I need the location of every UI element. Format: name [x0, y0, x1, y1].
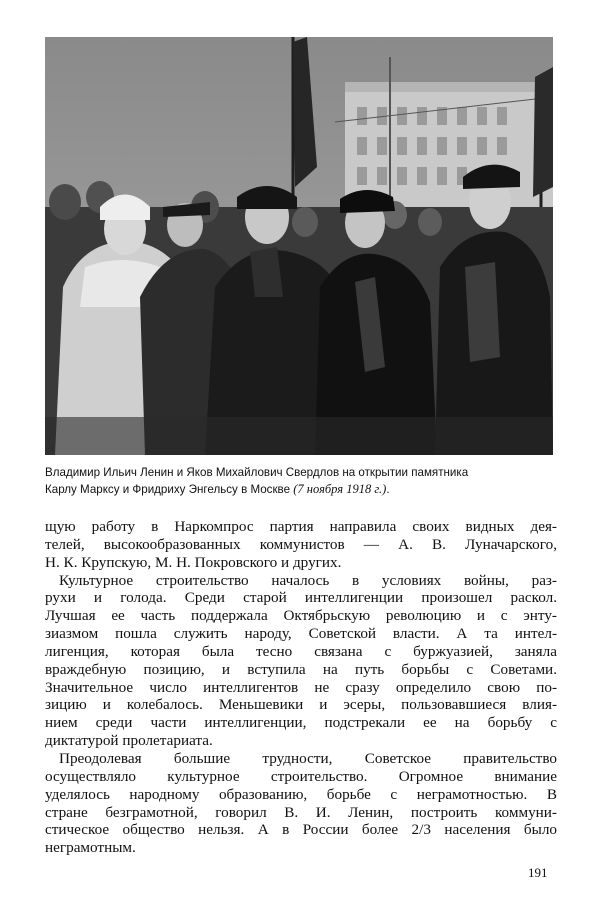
historical-photo	[45, 37, 553, 455]
photo-foreground	[45, 417, 553, 455]
body-line: зицию и колебалось. Меньшевики и эсеры, пользовавшиеся влия-	[45, 696, 557, 714]
body-line: Значительное число интеллигентов не сразу определило свою по-	[45, 678, 557, 696]
caption-date: (7 ноября 1918 г.)	[293, 482, 387, 496]
caption-line-2-text: Карлу Марксу и Фридриху Энгельсу в Москве	[45, 483, 294, 496]
body-line: зиазмом пошла служить народу, Советской власти. А та интел-	[45, 625, 557, 643]
body-line: лигенция, которая была тесно связана с буржуазией, заняла	[45, 642, 557, 660]
body-line: нием среди части интеллигенции, подстрекали ее на борьбу с	[45, 714, 557, 732]
body-line: Н. К. Крупскую, М. Н. Покровского и других.	[45, 553, 342, 571]
body-line: Лучшая ее часть поддержала Октябрьскую революцию и с энту-	[45, 607, 557, 625]
caption-line-2-end: .	[386, 483, 390, 496]
photo-caption	[45, 465, 557, 498]
body-line: неграмотным.	[45, 839, 136, 857]
body-line: щую работу в Наркомпрос партия направила своих видных дея-	[45, 518, 557, 535]
body-line: враждебную позицию, и вступила на путь борьбы с Советами.	[45, 660, 557, 678]
caption-line-2	[45, 481, 557, 498]
body-line: телей, высокообразованных коммунистов — А. В. Луначарского,	[45, 535, 557, 553]
body-line: стране безграмотной, говорил В. И. Ленин, построить коммуни-	[45, 803, 557, 821]
body-line: рухи и голода. Среди старой интеллигенции произошел раскол.	[45, 589, 557, 607]
body-text	[45, 518, 557, 857]
photo-illustration	[45, 37, 553, 455]
body-line: уделялось народному образованию, борьбе с неграмотностью. В	[45, 785, 557, 803]
page-number: 191	[528, 865, 548, 880]
body-line: Культурное строительство началось в условиях войны, раз-	[59, 571, 557, 589]
body-line: стическое общество нельзя. А в России более 2/3 населения было	[45, 821, 557, 839]
body-line: Преодолевая большие трудности, Советское правительство	[59, 749, 557, 767]
body-line: осуществляло культурное строительство. Огромное внимание	[45, 767, 557, 785]
caption-line-1: Владимир Ильич Ленин и Яков Михайлович Свердлов на открытии памятника	[45, 466, 469, 479]
body-line: диктатурой пролетариата.	[45, 732, 213, 750]
